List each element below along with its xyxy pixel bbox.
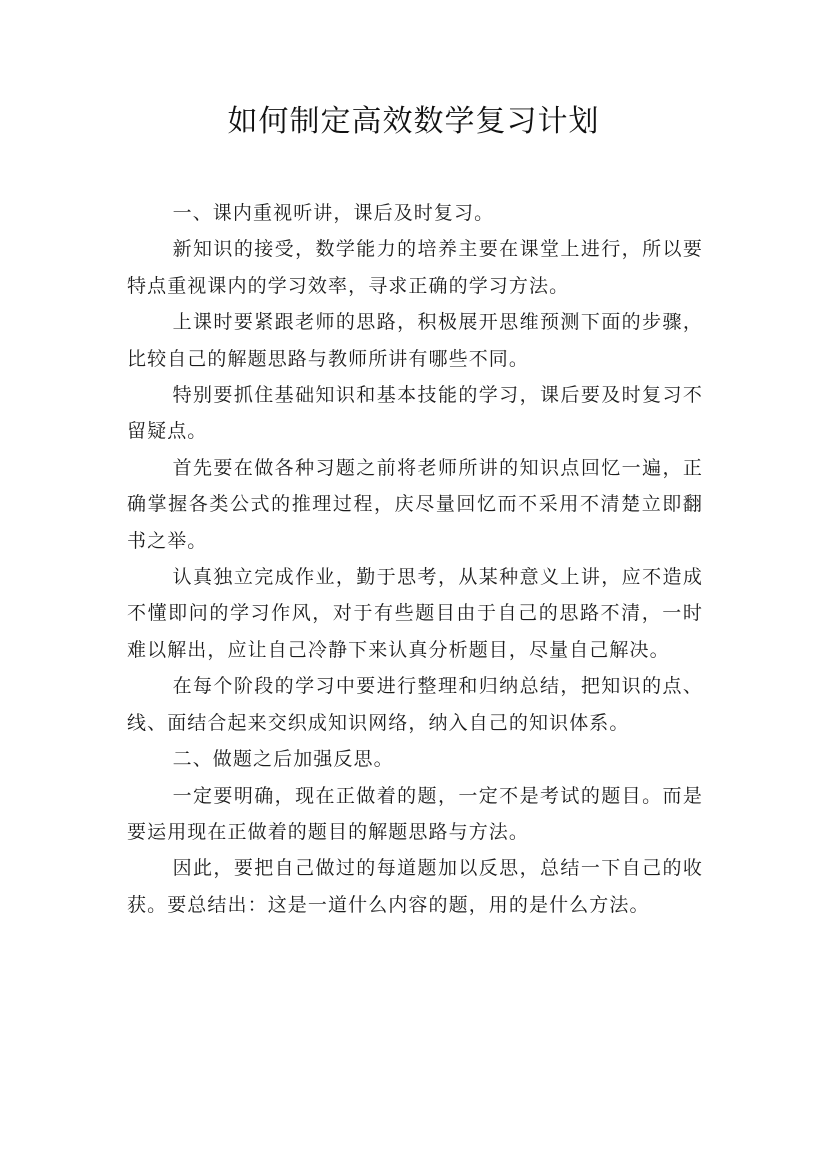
paragraph-heading-1: 一、课内重视听讲，课后及时复习。 [172, 202, 495, 224]
paragraph: 因此，要把自己做过的每道题加以反思，总结一下自己的收获。要总结出：这是一道什么内容的题，用的是什么方法。 [127, 857, 703, 916]
paragraph: 在每个阶段的学习中要进行整理和归纳总结，把知识的点、线、面结合起来交织成知识网络，纳入自己的知识体系。 [127, 675, 703, 734]
paragraph: 新知识的接受，数学能力的培养主要在课堂上进行，所以要特点重视课内的学习效率，寻求正确的学习方法。 [127, 238, 703, 297]
paragraph-heading-2: 二、做题之后加强反思。 [172, 748, 394, 771]
document-title: 如何制定高效数学复习计划 [227, 104, 600, 139]
paragraph: 上课时要紧跟老师的思路，积极展开思维预测下面的步骤，比较自己的解题思路与教师所讲有哪些不同。 [127, 311, 703, 370]
paragraph: 一定要明确，现在正做着的题，一定不是考试的题目。而是要运用现在正做着的题目的解题思路与方法。 [127, 784, 703, 843]
document-body [127, 195, 703, 923]
paragraph: 首先要在做各种习题之前将老师所讲的知识点回忆一遍，正确掌握各类公式的推理过程，庆尽量回忆而不采用不清楚立即翻书之举。 [127, 456, 703, 552]
paragraph: 认真独立完成作业，勤于思考，从某种意义上讲，应不造成不懂即问的学习作风，对于有些题目由于自己的思路不清，一时难以解出，应让自己冷静下来认真分析题目，尽量自己解决。 [127, 566, 703, 661]
paragraph: 特别要抓住基础知识和基本技能的学习，课后要及时复习不留疑点。 [127, 384, 703, 443]
